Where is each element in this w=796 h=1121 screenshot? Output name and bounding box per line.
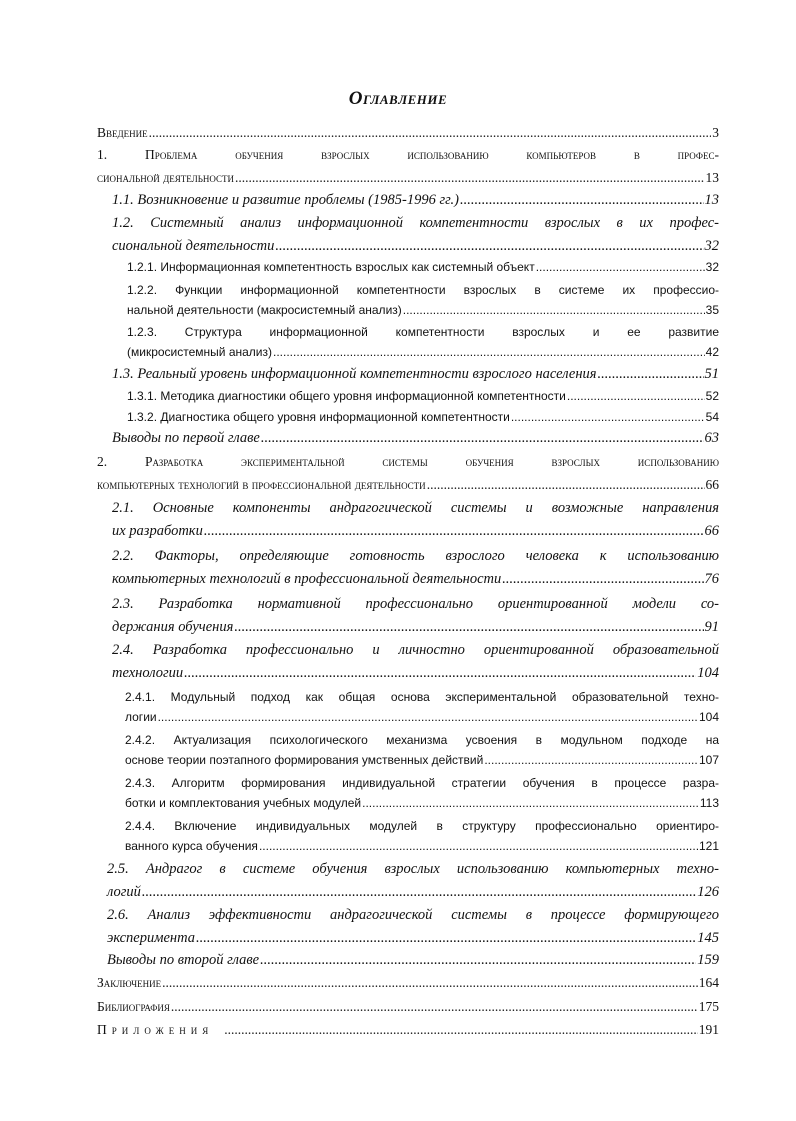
- toc-entry-text-line2: компьютерных технологий в профессиональной деятельности: [112, 571, 502, 587]
- toc-entry-text: Введение: [97, 125, 148, 140]
- dot-leader: [149, 122, 712, 144]
- toc-entry-section-1-1[interactable]: [97, 189, 719, 212]
- toc-entry-subsection-2-4-1[interactable]: [97, 687, 719, 727]
- toc-entry-text-line2: эксперимента: [107, 930, 196, 946]
- toc-entry-text-line2: логии: [125, 710, 157, 724]
- dot-leader: [196, 927, 696, 950]
- dot-leader: [427, 473, 705, 496]
- toc-entry-text-line1: 2.6. Анализ эффективности андрагогической системы в процессе формирующего: [107, 907, 719, 923]
- toc-page-number: 63: [704, 430, 719, 446]
- toc-entry-text-line2: (микросистемный анализ): [127, 345, 273, 359]
- toc-page-number: 164: [698, 975, 719, 990]
- toc-entry-section-2-1[interactable]: [97, 497, 719, 543]
- toc-entry-section-2-5[interactable]: [97, 858, 719, 904]
- dot-leader: [403, 300, 705, 320]
- toc-entry-text-line1: 1.2.3. Структура информационной компетентности взрослых и ее развитие: [127, 325, 719, 339]
- toc-entry-text-line1: 2.4.4. Включение индивидуальных модулей в структуру профессионально ориентиро-: [125, 819, 719, 833]
- toc-entry-text: Библиография: [97, 999, 170, 1014]
- toc-entry-section-2-4[interactable]: [97, 639, 719, 685]
- dot-leader: [235, 166, 704, 189]
- toc-entry-text-line2: сиональной деятельности: [112, 238, 275, 254]
- toc-entry-text-line2: ванного курса обучения: [125, 839, 258, 853]
- toc-entry-text: 1.3. Реальный уровень информационной компетентности взрослого населения: [112, 366, 597, 382]
- toc-page-number: 113: [699, 796, 719, 810]
- toc-entry-conclusion[interactable]: [97, 972, 719, 994]
- dot-leader: [142, 881, 696, 904]
- toc-entry-subsection-1-2-1[interactable]: [97, 257, 719, 277]
- toc-entry-chapter-2-conclusions[interactable]: [97, 949, 719, 972]
- toc-entry-text: Заключение: [97, 975, 162, 990]
- toc-page-number: 175: [698, 999, 719, 1014]
- toc-page-number: 191: [698, 1022, 719, 1037]
- dot-leader: [567, 386, 705, 406]
- toc-entry-text-line1: 2.5. Андрагог в системе обучения взрослых использованию компьютерных техно-: [107, 861, 719, 877]
- toc-entry-section-2-2[interactable]: [97, 545, 719, 591]
- toc-page-number: 66: [705, 477, 719, 492]
- toc-entry-text-line2: сиональной деятельности: [97, 170, 235, 185]
- toc-entry-text: Выводы по второй главе: [107, 952, 260, 968]
- toc-page-number: 145: [697, 930, 719, 946]
- toc-page-number: 104: [697, 665, 719, 681]
- toc-entry-text-line1: 1. Проблема обучения взрослых использованию компьютеров в профес-: [97, 147, 719, 162]
- toc-entry-text-line1: 2.4. Разработка профессионально и личностно ориентированной образовательной: [112, 642, 719, 658]
- dot-leader: [158, 707, 698, 727]
- dot-leader: [224, 1019, 698, 1041]
- toc-entry-text-line1: 2.2. Факторы, определяющие готовность взрослого человека к использованию: [112, 548, 719, 564]
- toc-entry-subsection-1-3-1[interactable]: [97, 386, 719, 406]
- toc-page-number: 121: [698, 839, 719, 853]
- toc-entry-text-line2: основе теории поэтапного формирования умственных действий: [125, 753, 484, 767]
- toc-entry-subsection-2-4-3[interactable]: [97, 773, 719, 813]
- dot-leader: [502, 568, 703, 591]
- toc-page-number: 52: [705, 389, 719, 403]
- dot-leader: [184, 662, 696, 685]
- toc-page-number: 66: [704, 523, 719, 539]
- toc-entry-text-line1: 2.4.3. Алгоритм формирования индивидуальной стратегии обучения в процессе разра-: [125, 776, 719, 790]
- toc-entry-text-line2: логий: [107, 884, 141, 900]
- toc-entry-text: 1.3.1. Методика диагностики общего уровня информационной компетентности: [127, 389, 566, 403]
- table-of-contents: [97, 120, 719, 1037]
- dot-leader: [275, 235, 703, 258]
- toc-page-number: 3: [712, 125, 719, 140]
- toc-entry-text: 1.3.2. Диагностика общего уровня информационной компетентности: [127, 410, 510, 424]
- toc-entry-subsection-1-3-2[interactable]: [97, 407, 719, 427]
- toc-entry-text-line1: 2.3. Разработка нормативной профессионально ориентированной модели со-: [112, 596, 719, 612]
- toc-page-number: 13: [705, 170, 719, 185]
- toc-entry-appendices[interactable]: [97, 1019, 719, 1041]
- dot-leader: [204, 520, 704, 543]
- toc-page-number: 76: [704, 571, 719, 587]
- toc-entry-text-line2: их разработки: [112, 523, 203, 539]
- toc-entry-text-line1: 1.2.2. Функции информационной компетентности взрослых в системе их профессио-: [127, 283, 719, 297]
- toc-entry-text-line2: ботки и комплектования учебных модулей: [125, 796, 362, 810]
- toc-page-number: 35: [705, 303, 719, 317]
- toc-entry-subsection-2-4-4[interactable]: [97, 816, 719, 856]
- dot-leader: [260, 949, 696, 972]
- toc-page-number: 91: [704, 619, 719, 635]
- dot-leader: [484, 750, 698, 770]
- toc-entry-text-line2: держания обучения: [112, 619, 234, 635]
- toc-entry-text-line1: 2.1. Основные компоненты андрагогической системы и возможные направления: [112, 500, 719, 516]
- dot-leader: [598, 363, 704, 386]
- dot-leader: [234, 616, 703, 639]
- dot-leader: [362, 793, 699, 813]
- dot-leader: [261, 427, 704, 450]
- toc-entry-introduction[interactable]: [97, 122, 719, 144]
- toc-entry-text-line1: 2.4.2. Актуализация психологического механизма усвоения в модульном подходе на: [125, 733, 719, 747]
- dot-leader: [162, 972, 698, 994]
- toc-entry-text-line2: технологии: [112, 665, 184, 681]
- toc-entry-text: Приложения: [97, 1022, 214, 1037]
- toc-page-number: 42: [705, 345, 719, 359]
- toc-entry-section-1-2[interactable]: [97, 212, 719, 258]
- toc-entry-bibliography[interactable]: [97, 996, 719, 1018]
- toc-page-number: 32: [704, 238, 719, 254]
- toc-entry-text-line1: 2. Разработка экспериментальной системы обучения взрослых использованию: [97, 454, 719, 469]
- toc-entry-subsection-2-4-2[interactable]: [97, 730, 719, 770]
- toc-entry-text: Выводы по первой главе: [112, 430, 260, 446]
- toc-entry-section-2-6[interactable]: [97, 904, 719, 950]
- dot-leader: [460, 189, 703, 212]
- dot-leader: [536, 257, 705, 277]
- toc-page-number: 107: [698, 753, 719, 767]
- toc-page-number: 13: [704, 192, 719, 208]
- toc-entry-subsection-1-2-3[interactable]: [97, 322, 719, 362]
- toc-entry-text: 1.1. Возникновение и развитие проблемы (1985-1996 гг.): [112, 192, 460, 208]
- toc-entry-section-2-3[interactable]: [97, 593, 719, 639]
- toc-entry-text-line2: компьютерных технологий в профессиональной деятельности: [97, 477, 426, 492]
- dot-leader: [273, 342, 705, 362]
- toc-page-number: 159: [697, 952, 719, 968]
- page-title: Оглавление: [348, 88, 448, 109]
- toc-entry-chapter-2[interactable]: [97, 450, 719, 496]
- toc-page-number: 104: [698, 710, 719, 724]
- toc-page-number: 126: [697, 884, 719, 900]
- toc-page-number: 51: [704, 366, 719, 382]
- toc-entry-text: 1.2.1. Информационная компетентность взрослых как системный объект: [127, 260, 535, 274]
- toc-entry-chapter-1-conclusions[interactable]: [97, 427, 719, 450]
- dot-leader: [171, 996, 698, 1018]
- toc-entry-text-line1: 2.4.1. Модульный подход как общая основа экспериментальной образовательной техно-: [125, 690, 719, 704]
- toc-entry-subsection-1-2-2[interactable]: [97, 280, 719, 320]
- toc-page-number: 32: [705, 260, 719, 274]
- toc-entry-text-line2: нальной деятельности (макросистемный анализ): [127, 303, 402, 317]
- dot-leader: [259, 836, 698, 856]
- toc-entry-section-1-3[interactable]: [97, 363, 719, 386]
- toc-entry-text-line1: 1.2. Системный анализ информационной компетентности взрослых в их профес-: [112, 215, 719, 231]
- dot-leader: [511, 407, 705, 427]
- toc-page-number: 54: [705, 410, 719, 424]
- toc-entry-chapter-1[interactable]: [97, 143, 719, 189]
